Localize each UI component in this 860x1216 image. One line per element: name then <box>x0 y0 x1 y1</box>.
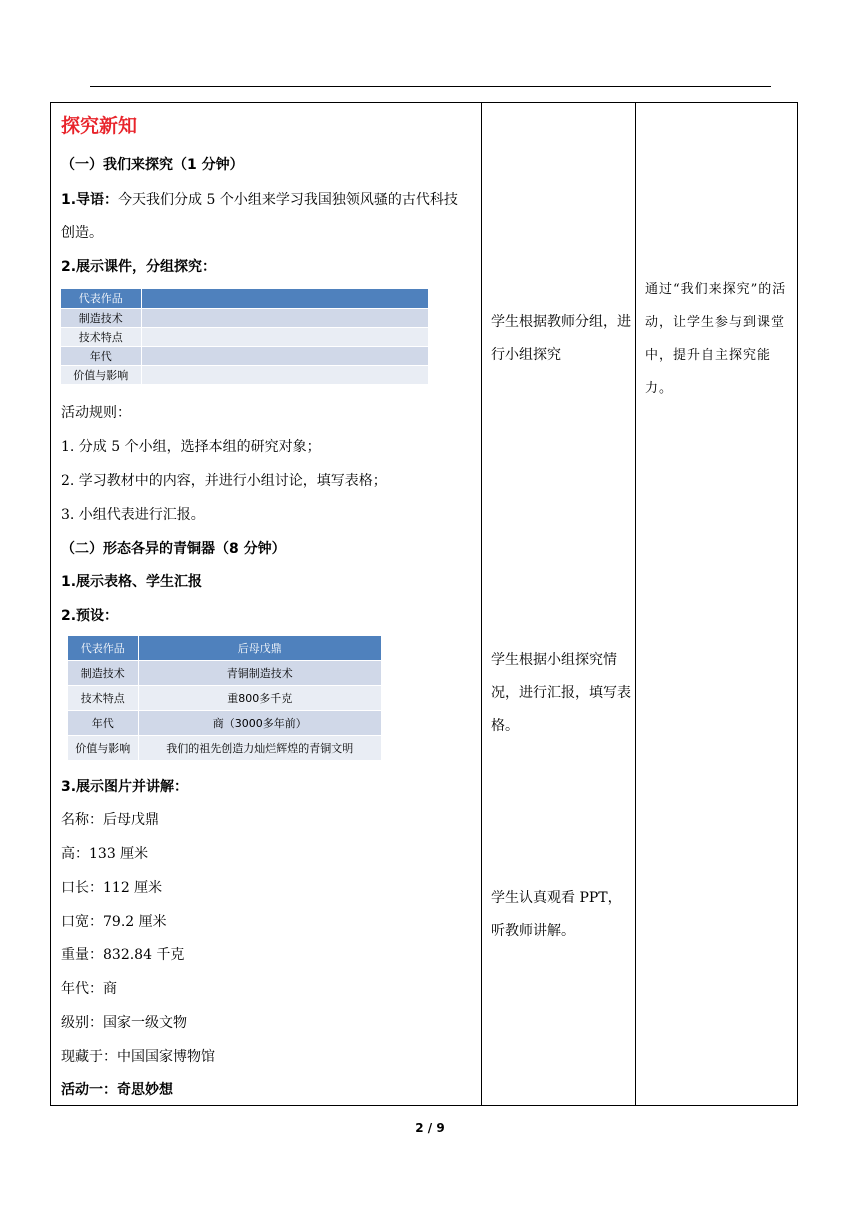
table-cell: 价值与影响 <box>61 365 141 384</box>
part2-step-3: 3.展示图片并讲解： <box>61 779 189 795</box>
table-row <box>61 346 428 365</box>
part2-title: （二）形态各异的青铜器（8 分钟） <box>61 541 286 557</box>
table-row <box>61 308 428 327</box>
lesson-table <box>50 102 798 1106</box>
table-row <box>61 327 428 346</box>
table-cell: 青铜制造技术 <box>138 660 381 685</box>
preset-answer-table <box>68 636 381 760</box>
table-row <box>68 660 381 685</box>
fact-item: 重量：832.84 千克 <box>61 947 185 963</box>
section-title: 探究新知 <box>61 115 138 137</box>
table-cell: 后母戊鼎 <box>138 636 381 660</box>
table-cell: 技术特点 <box>61 327 141 346</box>
table-cell: 重800多千克 <box>138 685 381 710</box>
table-cell: 制造技术 <box>68 660 138 685</box>
table-row <box>61 289 428 308</box>
table-cell <box>141 365 428 384</box>
page-number: 2 / 9 <box>415 1121 445 1135</box>
table-cell <box>141 346 428 365</box>
table-row <box>68 685 381 710</box>
rules-title: 活动规则： <box>61 405 131 421</box>
student-activity-2: 学生根据小组探究情况，进行汇报，填写表格。 <box>491 652 631 734</box>
part2-step-2: 2.预设： <box>61 608 119 624</box>
table-cell <box>141 327 428 346</box>
table-row <box>61 365 428 384</box>
table-cell <box>141 308 428 327</box>
intro-label: 1.导语： <box>61 192 119 208</box>
table-cell: 商（3000多年前） <box>138 710 381 735</box>
rule-item: 2. 学习教材中的内容，并进行小组讨论，填写表格； <box>61 473 387 489</box>
activity-one: 活动一：奇思妙想 <box>61 1082 173 1098</box>
blank-research-table <box>61 289 428 384</box>
fact-item: 现藏于：中国国家博物馆 <box>61 1049 215 1065</box>
fact-item: 高：133 厘米 <box>61 846 149 862</box>
table-row <box>68 710 381 735</box>
design-intent-text: 通过“我们来探究”的活动，让学生参与到课堂中，提升自主探究能力。 <box>645 282 787 396</box>
fact-item: 名称：后母戊鼎 <box>61 812 159 828</box>
rule-item: 3. 小组代表进行汇报。 <box>61 507 205 523</box>
table-cell: 制造技术 <box>61 308 141 327</box>
table-row <box>68 636 381 660</box>
table-cell: 年代 <box>61 346 141 365</box>
column-divider-2 <box>635 103 636 1105</box>
intro-line-1 <box>61 190 458 210</box>
table-cell: 我们的祖先创造力灿烂辉煌的青铜文明 <box>138 735 381 760</box>
table-row <box>68 735 381 760</box>
table-cell <box>141 289 428 308</box>
table-cell: 年代 <box>68 710 138 735</box>
part1-title: （一）我们来探究（1 分钟） <box>61 157 244 173</box>
table-cell: 代表作品 <box>61 289 141 308</box>
table-cell: 代表作品 <box>68 636 138 660</box>
table-cell: 技术特点 <box>68 685 138 710</box>
fact-item: 口长：112 厘米 <box>61 880 163 896</box>
column-divider-1 <box>481 103 482 1105</box>
table-cell: 价值与影响 <box>68 735 138 760</box>
fact-item: 级别：国家一级文物 <box>61 1015 187 1031</box>
intro-text: 今天我们分成 5 个小组来学习我国独领风骚的古代科技 <box>118 192 458 208</box>
fact-item: 年代：商 <box>61 981 117 997</box>
fact-item: 口宽：79.2 厘米 <box>61 914 167 930</box>
intro-line-2: 创造。 <box>61 225 103 241</box>
header-rule <box>90 86 771 87</box>
part2-step-1: 1.展示表格、学生汇报 <box>61 574 203 590</box>
student-activity-1: 学生根据教师分组，进行小组探究 <box>491 314 631 363</box>
rule-item: 1. 分成 5 个小组，选择本组的研究对象； <box>61 439 321 455</box>
student-activity-3: 学生认真观看 PPT，听教师讲解。 <box>491 890 622 939</box>
step-2-heading: 2.展示课件，分组探究： <box>61 259 217 275</box>
